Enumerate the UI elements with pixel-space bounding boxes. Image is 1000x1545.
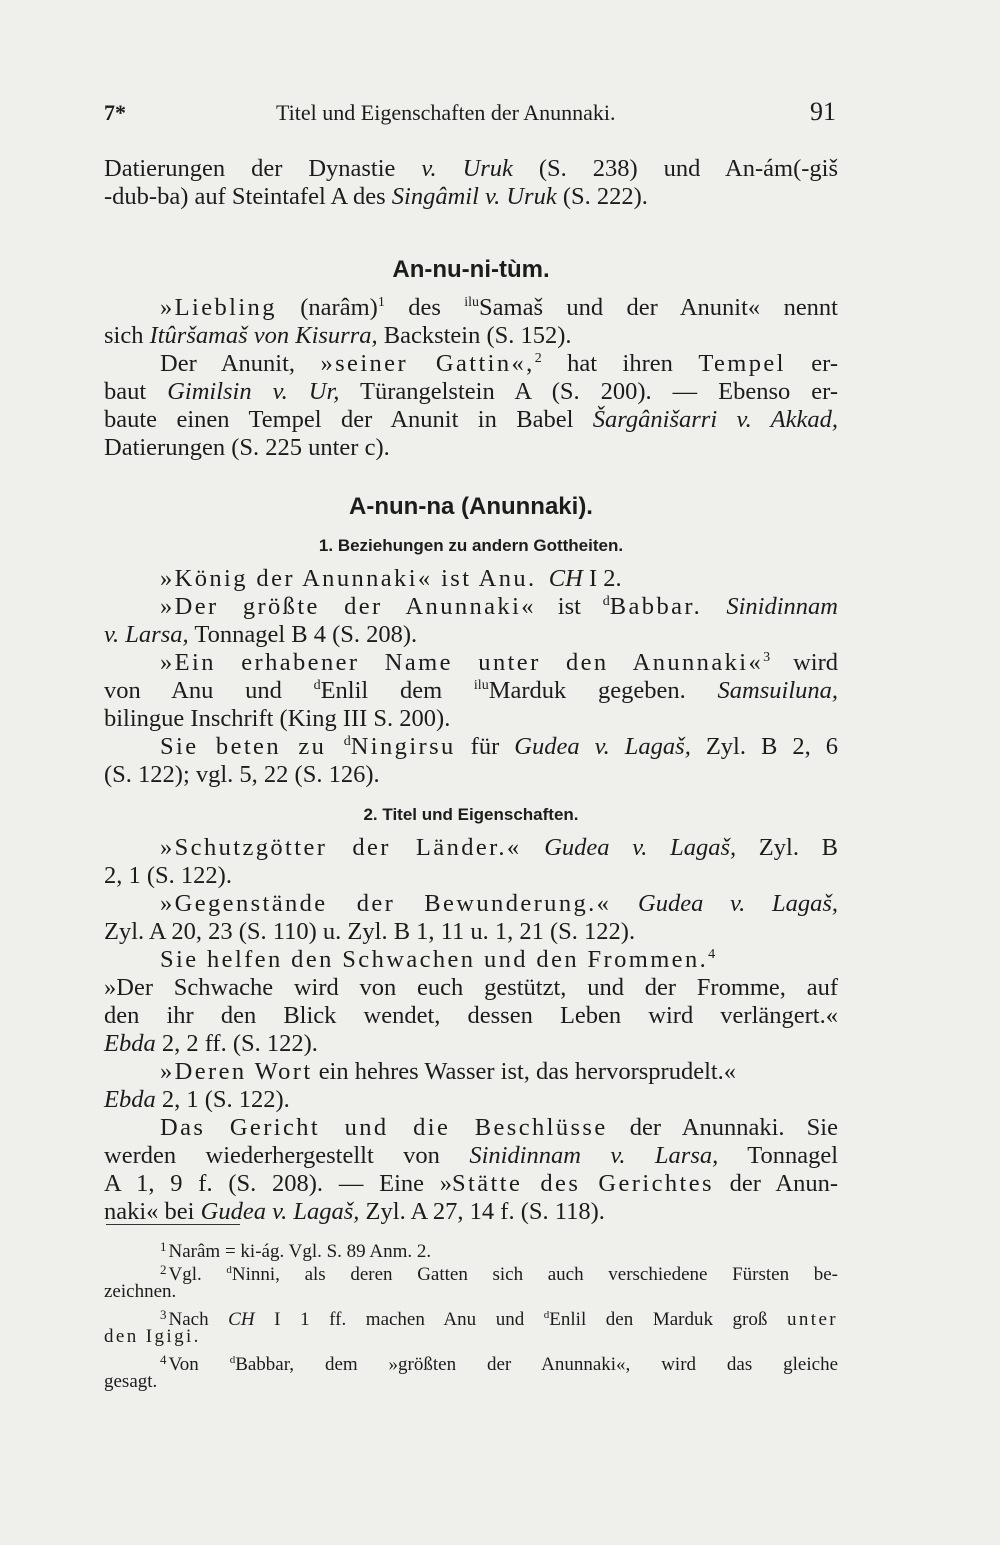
text-line: Datierungen (S. 225 unter c). [104, 434, 390, 461]
text-line: sich Itûršamaš von Kisurra, Backstein (S. 152). [104, 322, 572, 349]
text-line: »Liebling (narâm)$^1$ des $^{ilu}$Samaš und der Anunit« nennt [160, 294, 838, 321]
page-number: 91 [810, 97, 836, 126]
section-heading: A-nun-na (Anunnaki). [349, 493, 593, 520]
footnote-2-cont: zeichnen. [104, 1281, 177, 1302]
text-line: v. Larsa, Tonnagel B 4 (S. 208). [104, 621, 418, 648]
footnote-3: $^3$ Nach CH I 1 ff. machen Anu und $^d$Enlil den Marduk groß unter [160, 1307, 839, 1330]
text-line: (S. 122); vgl. 5, 22 (S. 126). [104, 761, 380, 788]
footnote-rule [106, 1224, 240, 1225]
text-line: »König der Anunnaki« ist Anu. CH I 2. [160, 565, 622, 592]
text-line: den ihr den Blick wendet, dessen Leben wird verlängert.« [104, 1002, 838, 1029]
text-line: »Ein erhabener Name unter den Anunnaki«$^3$ wird [160, 649, 838, 676]
text-line: -dub-ba) auf Steintafel A des Singâmil v. Uruk (S. 222). [104, 183, 648, 210]
text-line: baute einen Tempel der Anunit in Babel Šargânišarri v. Akkad, [104, 406, 838, 433]
text-line: Sie beten zu $^d$Ningirsu für Gudea v. Lagaš, Zyl. B 2, 6 [160, 733, 838, 760]
text-line: Zyl. A 20, 23 (S. 110) u. Zyl. B 1, 11 u. 1, 21 (S. 122). [104, 918, 636, 945]
footnote-1: $^1$ Narâm = ki-ág. Vgl. S. 89 Anm. 2. [160, 1239, 432, 1262]
text-line: Das Gericht und die Beschlüsse der Anunnaki. Sie [160, 1114, 838, 1141]
text-line: Ebda 2, 2 ff. (S. 122). [104, 1030, 318, 1057]
section-heading: An-nu-ni-tùm. [392, 256, 550, 283]
subsection-heading: 1. Beziehungen zu andern Gottheiten. [318, 536, 624, 555]
text-line: »Der größte der Anunnaki« ist $^d$Babbar. Sinidinnam [160, 593, 838, 620]
text-line: werden wiederhergestellt von Sinidinnam v. Larsa, Tonnagel [104, 1142, 839, 1169]
text-line: Sie helfen den Schwachen und den Frommen.$^4$ [160, 946, 716, 973]
text-line: Der Anunit, »seiner Gattin«,$^2$ hat ihren Tempel er- [160, 350, 838, 377]
footnote-4-cont: gesagt. [104, 1371, 158, 1392]
text-line: A 1, 9 f. (S. 208). — Eine »Stätte des Gerichtes der Anun- [104, 1170, 838, 1197]
text-line: Ebda 2, 1 (S. 122). [104, 1086, 290, 1113]
text-line: bilingue Inschrift (King III S. 200). [104, 705, 451, 732]
footnote-3-cont: den Igigi. [104, 1326, 201, 1347]
header-section-mark: 7* [104, 100, 126, 125]
subsection-heading: 2. Titel und Eigenschaften. [363, 805, 579, 824]
text-line: Datierungen der Dynastie v. Uruk (S. 238) und An-ám(-giš [104, 155, 838, 182]
text-line: baut Gimilsin v. Ur, Türangelstein A (S. 200). — Ebenso er- [104, 378, 838, 405]
text-line: 2, 1 (S. 122). [104, 862, 232, 889]
footnote-4: $^4$ Von $^d$Babbar, dem »größten der Anunnaki«, wird das gleiche [160, 1352, 839, 1375]
text-line: von Anu und $^d$Enlil dem $^{ilu}$Marduk gegeben. Samsuiluna, [104, 677, 838, 704]
text-line: »Deren Wort ein hehres Wasser ist, das hervorsprudelt.« [160, 1058, 737, 1085]
text-line: »Schutzgötter der Länder.« Gudea v. Lagaš, Zyl. B [160, 834, 838, 861]
text-line: naki« bei Gudea v. Lagaš, Zyl. A 27, 14 f. (S. 118). [104, 1198, 605, 1225]
running-head: Titel und Eigenschaften der Anunnaki. [276, 100, 616, 125]
text-line: »Gegenstände der Bewunderung.« Gudea v. Lagaš, [160, 890, 838, 917]
text-line: »Der Schwache wird von euch gestützt, und der Fromme, auf [104, 974, 838, 1001]
footnote-2: $^2$ Vgl. $^d$Ninni, als deren Gatten sich auch verschiedene Fürsten be- [160, 1262, 838, 1285]
